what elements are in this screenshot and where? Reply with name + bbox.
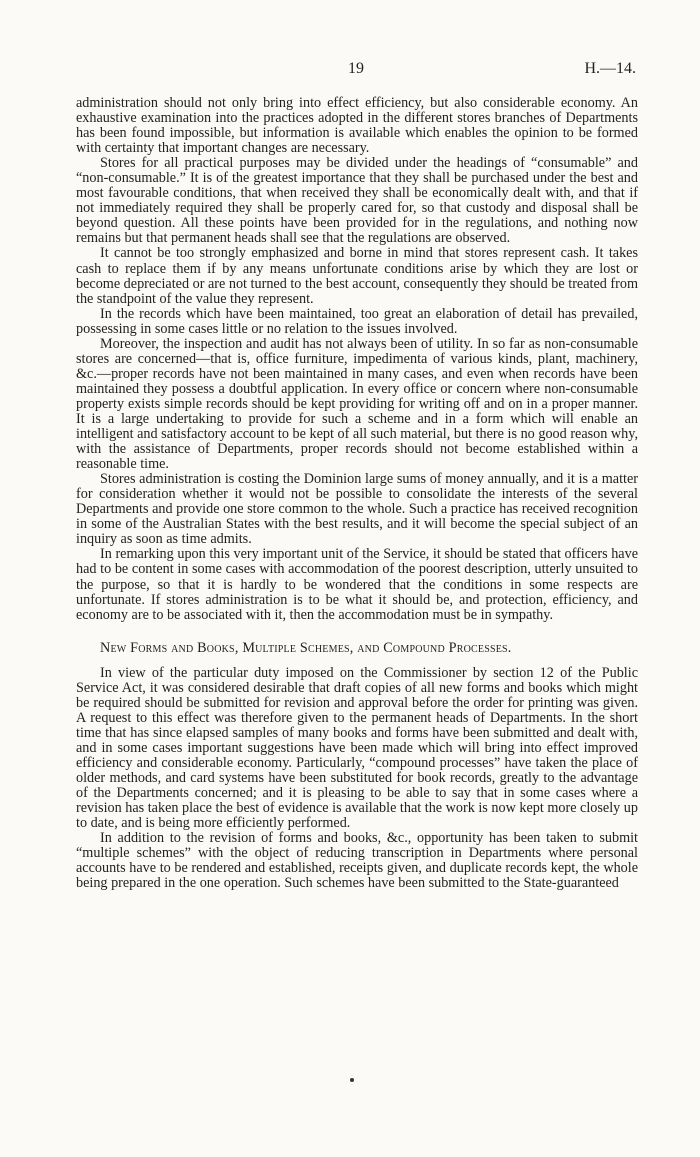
paragraph: In view of the particular duty imposed on the Commissioner by section 12 of the Public Service Act, it was considered desirable that draft copies of all new forms and books which might be required should be submitted for revision and approval before the order for printing was given. A request to this effect was therefore given to the permanent heads of Departments. In the short time that has since elapsed samples of many books and forms have been submitted and dealt with, and in some cases important suggestions have been made which will bring into effect improved efficiency and considerable economy. Particularly, “compound processes” have taken the place of older methods, and card systems have been substituted for book records, greatly to the advantage of the Departments concerned; and it is pleasing to be able to say that in some cases where a revision has taken place the best of evidence is available that the work is now kept more closely up to date, and is being more efficiently performed. — [76, 664, 638, 832]
paragraph: In remarking upon this very important unit of the Service, it should be stated that officers have had to be content in some cases with accommodation of the poorest description, utterly unsuited to the purpose, so that it is hardly to be wondered that the conditions in some respects are unfortunate. If stores administration is to be what it should be, and protection, efficiency, and economy are to be associated with it, then the accommodation must be in sympathy. — [76, 546, 638, 623]
section-heading: New Forms and Books, Multiple Schemes, and Compound Processes. — [100, 639, 512, 656]
paragraph: In the records which have been maintained, too great an elaboration of detail has prevailed, possessing in some cases little or no relation to the issues involved. — [76, 305, 638, 337]
page-number: 19 — [348, 60, 364, 77]
paragraph: Stores administration is costing the Dominion large sums of money annually, and it is a matter for consideration whether it would not be possible to consolidate the interests of the several Departments and provide one store common to the whole. Such a practice has received recognition in some of the Australian States with the best results, and it will become the special subject of an inquiry as soon as time admits. — [76, 471, 638, 548]
paragraph: Moreover, the inspection and audit has not always been of utility. In so far as non-consumable stores are concerned—that is, office furniture, impedimenta of various kinds, plant, machinery, &c.—proper records have not been maintained in many cases, and even when records have been maintained they possess a doubtful application. In every office or concern where non-consumable property exists simple records should be kept providing for writing off and on in a proper manner. It is a large undertaking to provide for such a scheme and in a form which will enable an intelligent and satisfactory account to be kept of all such material, but there is no good reason why, with the assistance of Departments, proper records should not become established within a reasonable time. — [76, 335, 638, 473]
paragraph: administration should not only bring into effect efficiency, but also considerable economy. An exhaustive examination into the practices adopted in the different stores branches of Departments has been found impossible, but information is available which enables the opinion to be formed with certainty that important changes are necessary. — [76, 95, 638, 157]
document-reference: H.—14. — [584, 60, 636, 77]
paragraph: Stores for all practical purposes may be divided under the headings of “consumable” and “non-consumable.” It is of the greatest importance that they shall be purchased under the best and most favourable conditions, that when received they shall be economically dealt with, and that if not immediately required they shall be properly cared for, so that custody and disposal shall be beyond question. All these points have been provided for in the regulations, and nothing now remains but that permanent heads shall see that the regulations are observed. — [76, 155, 638, 247]
page-header — [76, 60, 636, 84]
document-body — [76, 96, 638, 891]
paragraph: It cannot be too strongly emphasized and borne in mind that stores represent cash. It takes cash to replace them if by any means unfortunate conditions arise by which they are lost or become depreciated or are not turned to the best account, consequently they should be treated from the standpoint of the value they represent. — [76, 245, 638, 307]
paragraph: In addition to the revision of forms and books, &c., opportunity has been taken to submit “multiple schemes” with the object of reducing transcription in Departments where personal accounts have to be rendered and established, receipts given, and duplicate records kept, the whole being prepared in the one operation. Such schemes have been submitted to the State-guaranteed — [76, 830, 638, 892]
page-mark — [350, 1078, 354, 1082]
